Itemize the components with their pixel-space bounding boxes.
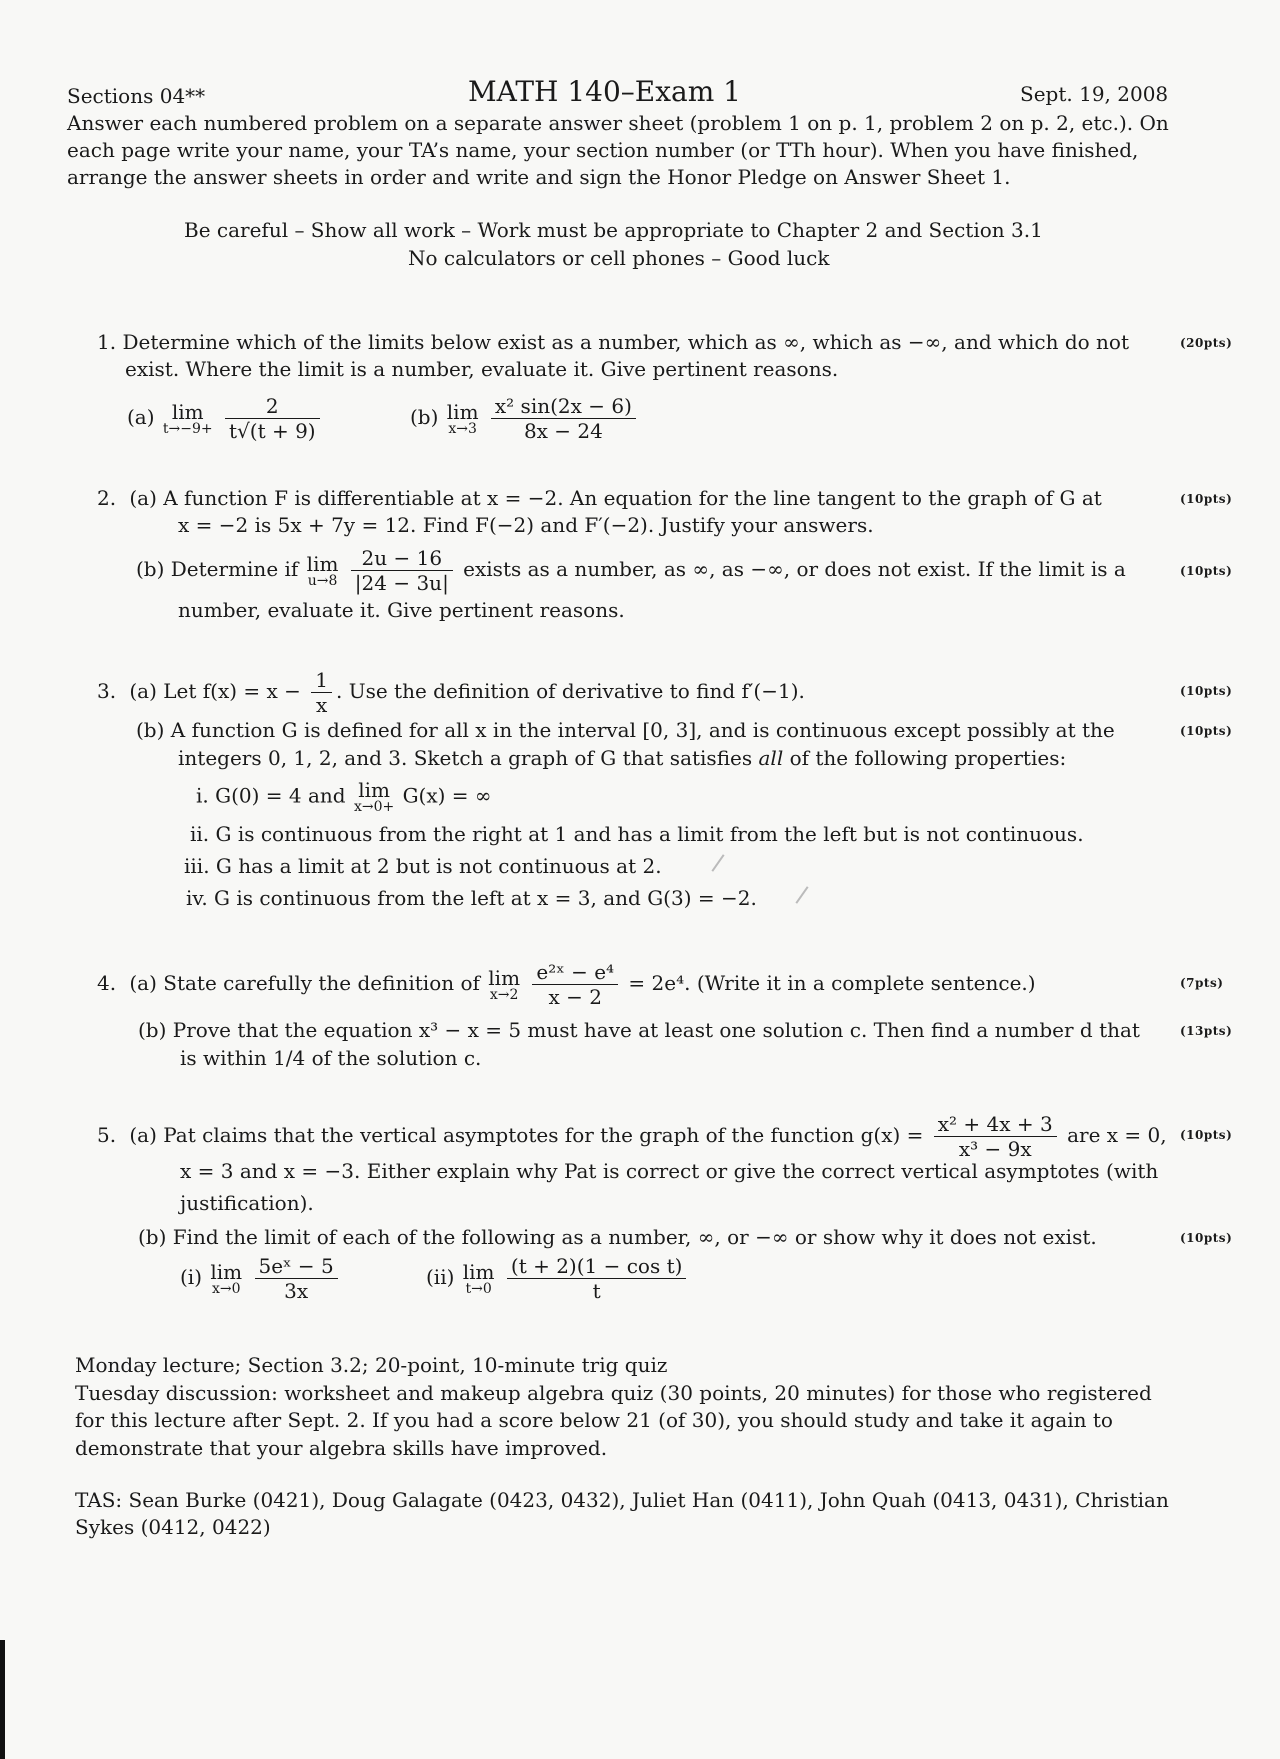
problem-number: 1. — [97, 330, 117, 354]
points-badge: (10pts) — [1180, 684, 1233, 698]
problem-text: Determine which of the limits below exist as a number, which as ∞, which as −∞, and which do not — [122, 330, 1129, 354]
problem-2b: (b) Determine if lim u→8 $\frac{2u - 16}{|24 - 3u|}$ exists as a number, as ∞, as −∞, or does not exist. If the limit is a — [136, 546, 1126, 595]
problem-text: exist. Where the limit is a number, evaluate it. Give pertinent reasons. — [125, 357, 839, 381]
problem-text: x = −2 is 5x + 7y = 12. Find F(−2) and F′(−2). Justify your answers. — [178, 513, 874, 537]
points-badge: (10pts) — [1180, 1128, 1233, 1142]
problem-text: (b) Prove that the equation x³ − x = 5 must have at least one solution c. Then find a number d that — [138, 1018, 1140, 1042]
problem-1 — [97, 328, 1129, 356]
points-badge: (7pts) — [1180, 976, 1224, 990]
limit-operator: lim x→0+ — [353, 778, 395, 815]
note-line-3: for this lecture after Sept. 2. If you had a score below 21 (of 30), you should study and take it again to — [75, 1408, 1113, 1432]
fraction: $\frac{\text{(t + 2)(1 − cos t)}}{t}$ — [507, 1254, 687, 1303]
sections-label: Sections 04** — [67, 84, 206, 108]
problem-text: number, evaluate it. Give pertinent reasons. — [178, 598, 625, 622]
fraction: $\frac{1}{x}$ — [311, 668, 332, 717]
limit-operator: lim t→0 — [462, 1259, 495, 1297]
problem-5a: 5. (a) Pat claims that the vertical asymptotes for the graph of the function g(x) = $\frac{\text{x² + 4x + 3}}{\text{x³ − 9x}}$ are x = 0, — [97, 1112, 1167, 1161]
problem-text: (b) Find the limit of each of the following as a number, ∞, or −∞ or show why it does not exist. — [138, 1225, 1097, 1249]
guidance-line-2: No calculators or cell phones – Good luck — [408, 246, 830, 270]
limit-operator: lim x→2 — [488, 965, 521, 1003]
problem-number: 2. — [97, 486, 117, 510]
limit-operator: lim x→0 — [210, 1259, 243, 1297]
pencil-mark — [711, 854, 724, 872]
property-i: i. G(0) = 4 and lim x→0+ G(x) = ∞ — [196, 778, 492, 815]
problem-4a: 4. (a) State carefully the definition of lim x→2 $\frac{\text{e²ˣ − e⁴}}{x - 2}$ = 2e⁴. (Write it in a complete sentence.) — [97, 960, 1036, 1009]
limit-operator: lim t→−9+ — [162, 399, 213, 437]
fraction: $\frac{2}{t√(t + 9)}$ — [225, 394, 320, 443]
page-title: MATH 140–Exam 1 — [468, 75, 741, 108]
limit-expression-1b — [410, 394, 640, 443]
problem-number: 4. — [97, 971, 117, 995]
problem-number: 5. — [97, 1123, 117, 1147]
problem-number: 3. — [97, 679, 117, 703]
problem-text: justification). — [180, 1191, 314, 1215]
part-label: (b) — [410, 405, 439, 429]
points-badge: (13pts) — [1180, 1024, 1233, 1038]
problem-text: x = 3 and x = −3. Either explain why Pat is correct or give the correct vertical asymptotes (with — [180, 1159, 1159, 1183]
fraction: $\frac{\text{x² sin(2x − 6)}}{8x - 24}$ — [491, 394, 636, 443]
limit-operator: lim u→8 — [306, 551, 339, 589]
limit-operator: lim x→3 — [446, 399, 479, 437]
problem-2 — [97, 484, 1102, 512]
property-ii: ii. G is continuous from the right at 1 and has a limit from the left but is not continuous. — [190, 822, 1084, 846]
limit-expression-5bii: (ii) lim t→0 $\frac{\text{(t + 2)(1 − cos t)}}{t}$ — [426, 1254, 690, 1303]
scan-edge-mark — [0, 1640, 5, 1759]
property-iv: iv. G is continuous from the left at x = 3, and G(3) = −2. — [186, 886, 757, 910]
property-iii: iii. G has a limit at 2 but is not continuous at 2. — [184, 854, 662, 878]
instruction-line-3: arrange the answer sheets in order and write and sign the Honor Pledge on Answer Sheet 1. — [67, 165, 1011, 189]
ta-line-2: Sykes (0412, 0422) — [75, 1515, 271, 1539]
note-line-1: Monday lecture; Section 3.2; 20-point, 10-minute trig quiz — [75, 1353, 668, 1377]
problem-3a: 3. (a) Let f(x) = x − $\frac{1}{x}$ . Use the definition of derivative to find f′(−1). — [97, 668, 805, 717]
problem-text: is within 1/4 of the solution c. — [180, 1046, 482, 1070]
limit-expression-1a — [127, 394, 324, 443]
points-badge: (10pts) — [1180, 564, 1233, 578]
fraction: $\frac{2u - 16}{|24 - 3u|}$ — [351, 546, 453, 595]
note-line-2: Tuesday discussion: worksheet and makeup algebra quiz (30 points, 20 minutes) for those who registered — [75, 1381, 1152, 1405]
guidance-line-1: Be careful – Show all work – Work must be appropriate to Chapter 2 and Section 3.1 — [184, 218, 1043, 242]
problem-text: (a) A function F is differentiable at x = −2. An equation for the line tangent to the graph of G at — [129, 486, 1102, 510]
part-label: (a) — [127, 405, 155, 429]
problem-text: integers 0, 1, 2, and 3. Sketch a graph of G that satisfies all of the following properties: — [178, 746, 1067, 770]
fraction: $\frac{\text{x² + 4x + 3}}{\text{x³ − 9x}}$ — [934, 1112, 1057, 1161]
exam-date: Sept. 19, 2008 — [1020, 82, 1169, 106]
points-badge: (10pts) — [1180, 1231, 1233, 1245]
fraction: $\frac{\text{e²ˣ − e⁴}}{x - 2}$ — [532, 960, 618, 1009]
ta-line-1: TAS: Sean Burke (0421), Doug Galagate (0423, 0432), Juliet Han (0411), John Quah (0413, 0431), Christian — [75, 1488, 1169, 1512]
points-badge: (10pts) — [1180, 724, 1233, 738]
note-line-4: demonstrate that your algebra skills have improved. — [75, 1436, 608, 1460]
problem-text: (b) A function G is defined for all x in the interval [0, 3], and is continuous except possibly at the — [136, 718, 1115, 742]
instruction-line-2: each page write your name, your TA’s name, your section number (or TTh hour). When you have finished, — [67, 138, 1139, 162]
pencil-mark — [795, 886, 808, 904]
instruction-line-1: Answer each numbered problem on a separate answer sheet (problem 1 on p. 1, problem 2 on p. 2, etc.). On — [67, 111, 1169, 135]
points-badge: (10pts) — [1180, 492, 1233, 506]
points-badge: (20pts) — [1180, 336, 1233, 350]
limit-expression-5bi: (i) lim x→0 $\frac{\text{5eˣ − 5}}{3x}$ — [180, 1254, 342, 1303]
fraction: $\frac{\text{5eˣ − 5}}{3x}$ — [255, 1254, 338, 1303]
